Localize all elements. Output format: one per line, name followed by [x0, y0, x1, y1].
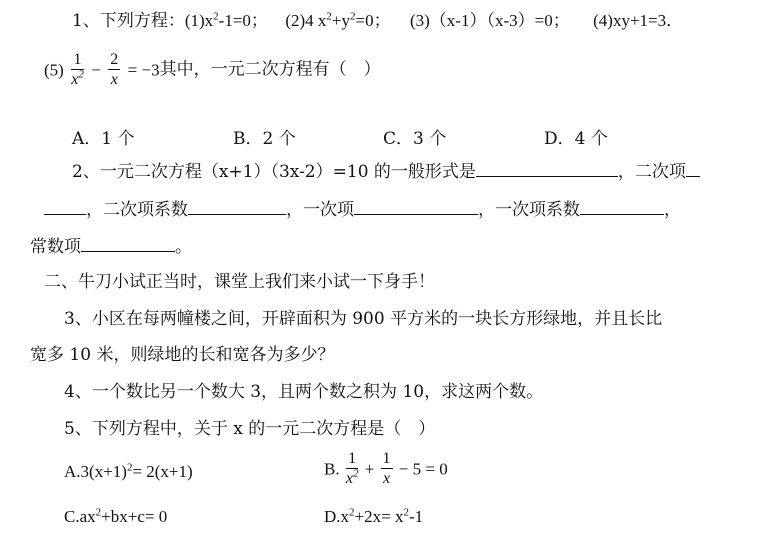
q2-text-2c: ，一次项系数 — [478, 200, 580, 220]
q1-option-d: D．4 个 — [544, 129, 608, 149]
q2-line3 — [30, 237, 192, 256]
q2-blank-general-form[interactable] — [476, 162, 618, 177]
q1-question: 其中，一元二次方程有（ ） — [159, 59, 381, 80]
q5-option-b-frac2: $\frac{1}{x}$ — [382, 450, 391, 487]
q2-blank-linear-coefficient[interactable] — [580, 200, 664, 215]
q5-option-b-frac1: $\frac{1}{x^2}$ — [345, 450, 359, 487]
q1-eq5-tail: = −3 — [127, 60, 160, 80]
q1-line2 — [44, 52, 381, 88]
q1-option-c: C．3 个 — [383, 129, 447, 149]
q2-blank-quadratic-term-start[interactable] — [686, 162, 700, 177]
q3-line1: 3、小区在每两幢楼之间，开辟面积为 900 平方米的一块长方形绿地，并且长比 — [64, 309, 663, 329]
q1-prefix: 1、下列方程： — [72, 11, 185, 31]
q2-text-2b: ，一次项 — [286, 200, 354, 220]
q3-line2: 宽多 10 米，则绿地的长和宽各为多少？ — [30, 345, 335, 365]
q2-blank-quadratic-term[interactable] — [44, 200, 86, 215]
q2-blank-linear-term[interactable] — [354, 200, 478, 215]
q5-option-a: $A.3(x+1)^2= 2(x+1)$ — [64, 461, 193, 481]
q1-eq5-label: (5) — [44, 60, 64, 80]
q4-text: 4、一个数比另一个数大 3，且两个数之积为 10，求这两个数。 — [64, 382, 544, 402]
q2-text-1b: ，二次项 — [617, 162, 686, 182]
q1-eq2: (2)4 $x^2+y^2=0$； — [285, 10, 391, 30]
q2-line2 — [44, 200, 681, 219]
q5-text: 5、下列方程中，关于 x 的一元二次方程是（ ） — [64, 419, 436, 439]
q1-frac2: $\frac{2}{x}$ — [110, 51, 119, 88]
q1-eq1: $(1)x^2-1=0$； — [184, 10, 268, 30]
q1-line1 — [72, 12, 683, 30]
q2-blank-constant-term[interactable] — [81, 237, 175, 252]
q1-eq4: (4)xy+1=3． — [593, 11, 684, 30]
q1-option-b: B．2 个 — [233, 129, 296, 149]
q5-option-d: $D.x^2+2x= x^2-1$ — [324, 506, 424, 526]
q5-option-c: $C.ax^2+bx+c= 0$ — [64, 506, 168, 526]
q5-option-b: B. $\frac{1}{x^2}$ + $\frac{1}{x}$ − 5 = 0 — [324, 450, 448, 487]
q2-blank-quadratic-coefficient[interactable] — [188, 200, 286, 215]
q2-line1 — [72, 162, 700, 181]
q2-text-2a: ，二次项系数 — [86, 200, 188, 220]
q1-eq3: (3)（x-1）（x-3）=0； — [409, 11, 570, 30]
section2-title: 二、牛刀小试正当时，课堂上我们来小试一下身手！ — [44, 272, 435, 292]
q1-minus: − — [91, 60, 101, 80]
q2-text-1a: 2、一元二次方程（x+1）（3x-2）=10 的一般形式是 — [72, 162, 476, 182]
q1-option-a: A．1 个 — [72, 129, 135, 149]
q2-text-3b: 。 — [175, 237, 192, 257]
q2-text-2d: ， — [664, 200, 681, 220]
q1-frac1: $\frac{1}{x^2}$ — [71, 51, 84, 88]
q2-text-3a: 常数项 — [30, 237, 81, 257]
